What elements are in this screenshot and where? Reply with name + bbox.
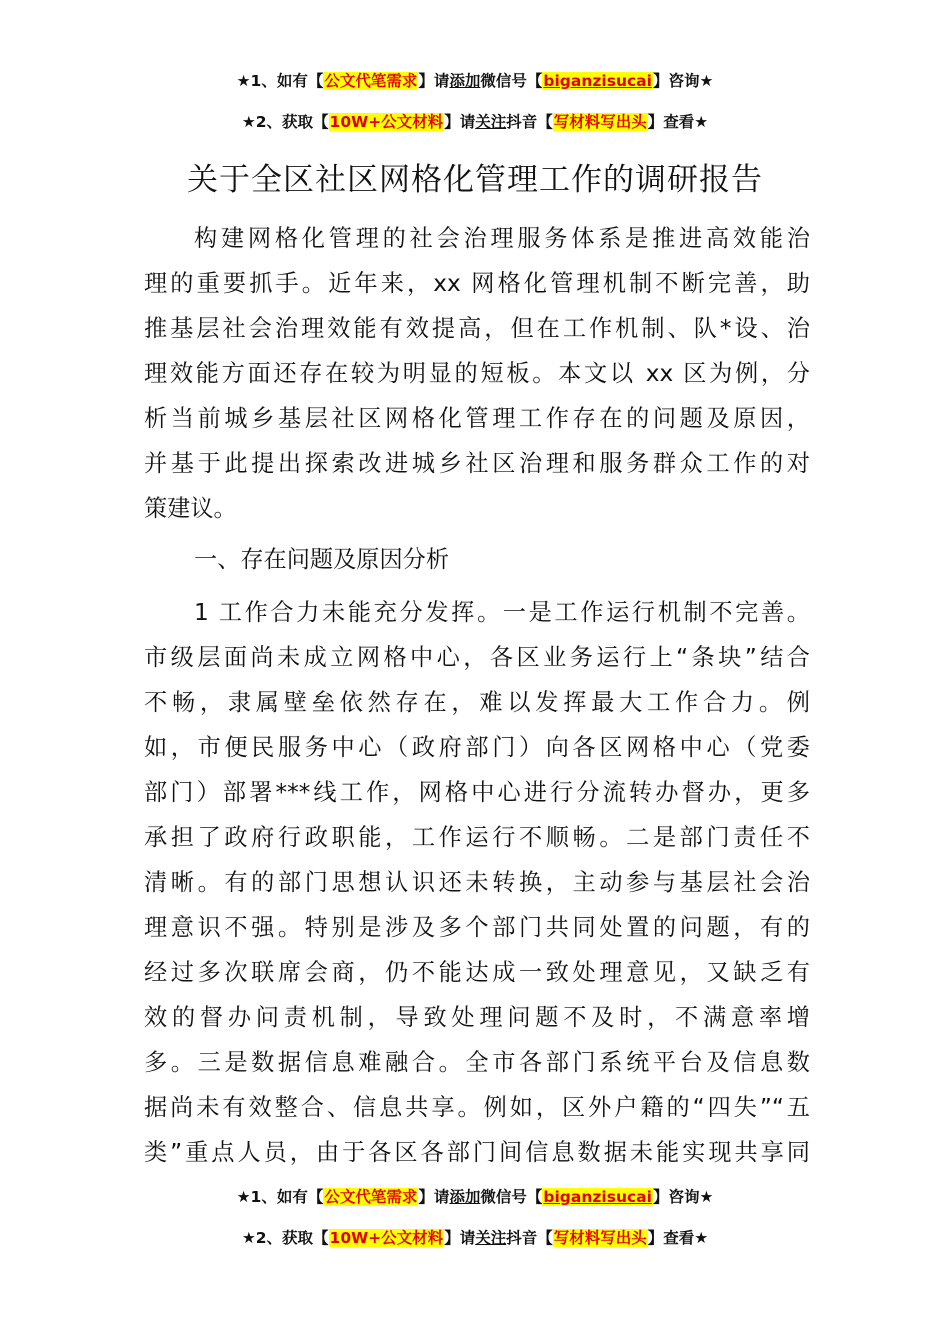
- promo-text: ★1、如有【: [236, 72, 324, 90]
- promo-text: 微信号【: [480, 1188, 543, 1206]
- promo-highlight: 写材料写出头: [553, 113, 647, 131]
- paragraph-line: 1 工作合力未能充分发挥。一是工作运行机制不完善。: [194, 599, 810, 626]
- promo-wechat-id: biganzisucai: [543, 72, 652, 90]
- paragraph-line: 构建网格化管理的社会治理服务体系是推进高效能治: [194, 225, 810, 252]
- promo-wechat-id: biganzisucai: [543, 1188, 652, 1206]
- paragraph-line: 析当前城乡基层社区网格化管理工作存在的问题及原因，: [144, 405, 810, 432]
- promo-text: 】咨询★: [652, 72, 714, 90]
- promo-highlight: 公文代笔需求: [324, 72, 418, 90]
- paragraph-line: 承担了政府行政职能，工作运行不顺畅。二是部门责任不: [144, 824, 810, 851]
- promo-text: 抖音【: [506, 1229, 553, 1247]
- paragraph-line: 理的重要抓手。近年来，xx 网格化管理机制不断完善，助: [144, 270, 810, 297]
- promo-underline: 添加: [449, 1188, 481, 1206]
- promo-highlight: 10W+公文材料: [329, 113, 444, 131]
- paragraph-line: 理意识不强。特别是涉及多个部门共同处置的问题，有的: [144, 914, 810, 941]
- paragraph-intro: [144, 216, 810, 531]
- promo-text: 】查看★: [647, 1229, 709, 1247]
- paragraph-analysis: [144, 590, 810, 1175]
- paragraph-line: 不畅，隶属壁垒依然存在，难以发挥最大工作合力。例: [144, 689, 810, 716]
- paragraph-line: 效的督办问责机制，导致处理问题不及时，不满意率增: [144, 1004, 810, 1031]
- promo-text: ★2、获取【: [241, 1229, 329, 1247]
- footer-promo-line-2: [0, 1227, 950, 1249]
- promo-text: 】请: [418, 1188, 450, 1206]
- promo-text: 抖音【: [506, 113, 553, 131]
- paragraph-line: 推基层社会治理效能有效提高，但在工作机制、队*设、治: [144, 315, 810, 342]
- section-heading: [144, 537, 810, 582]
- header-promo-line-2: [0, 111, 950, 133]
- paragraph-line: 多。三是数据信息难融合。全市各部门系统平台及信息数: [144, 1049, 810, 1076]
- promo-text: 】查看★: [647, 113, 709, 131]
- promo-highlight: 写材料写出头: [553, 1229, 647, 1247]
- promo-text: 】请: [418, 72, 450, 90]
- paragraph-line: 清晰。有的部门思想认识还未转换，主动参与基层社会治: [144, 869, 810, 896]
- footer-promo-line-1: [0, 1186, 950, 1208]
- promo-text: 】咨询★: [652, 1188, 714, 1206]
- paragraph-line: 理效能方面还存在较为明显的短板。本文以 xx 区为例，分: [144, 360, 810, 387]
- promo-underline: 添加: [449, 72, 481, 90]
- promo-text: ★1、如有【: [236, 1188, 324, 1206]
- promo-underline: 关注: [475, 113, 507, 131]
- promo-text: 微信号【: [480, 72, 543, 90]
- promo-underline: 关注: [475, 1229, 507, 1247]
- paragraph-line: 如，市便民服务中心（政府部门）向各区网格中心（党委: [144, 734, 810, 761]
- promo-highlight: 公文代笔需求: [324, 1188, 418, 1206]
- paragraph-line: 经过多次联席会商，仍不能达成一致处理意见，又缺乏有: [144, 959, 810, 986]
- paragraph-line: 部门）部署***线工作，网格中心进行分流转办督办，更多: [144, 779, 810, 806]
- promo-highlight: 10W+公文材料: [329, 1229, 444, 1247]
- promo-text: 】请: [444, 113, 476, 131]
- paragraph-line: 类”重点人员，由于各区各部门间信息数据未能实现共享同: [144, 1139, 810, 1166]
- paragraph-line: 市级层面尚未成立网格中心，各区业务运行上“条块”结合: [144, 644, 810, 671]
- header-promo-line-1: [0, 70, 950, 92]
- document-title: 关于全区社区网格化管理工作的调研报告: [187, 162, 763, 198]
- promo-text: ★2、获取【: [241, 113, 329, 131]
- promo-text: 】请: [444, 1229, 476, 1247]
- section-heading-text: 一、存在问题及原因分析: [194, 546, 450, 573]
- paragraph-line: 并基于此提出探索改进城乡社区治理和服务群众工作的对: [144, 450, 810, 477]
- paragraph-line: 据尚未有效整合、信息共享。例如，区外户籍的“四失”“五: [144, 1094, 810, 1121]
- paragraph-line: 策建议。: [144, 495, 237, 522]
